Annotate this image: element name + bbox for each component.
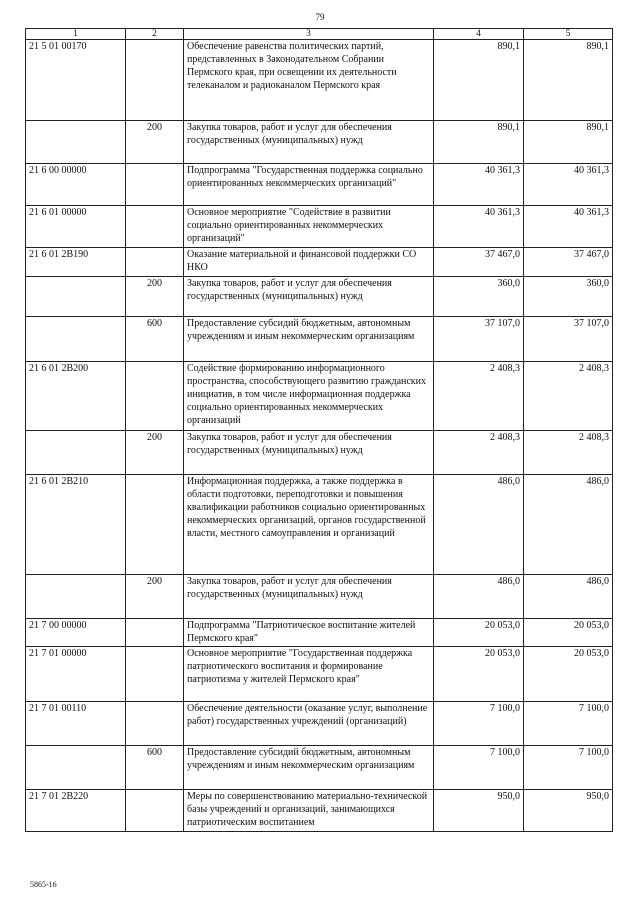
- table-row: [26, 475, 613, 575]
- row-amount-1: 40 361,3: [434, 206, 524, 248]
- table-row: [26, 206, 613, 248]
- row-amount-1: 7 100,0: [434, 702, 524, 746]
- header-col-2: 2: [126, 29, 184, 40]
- row-amount-1: 20 053,0: [434, 619, 524, 647]
- row-amount-1: 950,0: [434, 790, 524, 832]
- row-code: [26, 431, 126, 475]
- table-row: [26, 619, 613, 647]
- row-expense-type: 600: [126, 317, 184, 362]
- row-amount-1: 37 107,0: [434, 317, 524, 362]
- table-header-row: [26, 29, 613, 40]
- row-description: Закупка товаров, работ и услуг для обеспечения государственных (муниципальных) нужд: [184, 277, 434, 317]
- row-code: [26, 277, 126, 317]
- row-expense-type: 200: [126, 431, 184, 475]
- row-amount-2: 890,1: [524, 121, 613, 164]
- row-description: Закупка товаров, работ и услуг для обеспечения государственных (муниципальных) нужд: [184, 431, 434, 475]
- row-amount-1: 40 361,3: [434, 164, 524, 206]
- row-expense-type: [126, 475, 184, 575]
- row-code: 21 5 01 00170: [26, 40, 126, 121]
- row-description: Информационная поддержка, а также поддержка в области подготовки, переподготовки и повышения квалификации работников социально ориентированных некоммерческих организаций, органов государственной власти, местного самоуправления и организаций: [184, 475, 434, 575]
- row-amount-1: 37 467,0: [434, 248, 524, 277]
- row-description: Оказание материальной и финансовой поддержки СО НКО: [184, 248, 434, 277]
- row-code: 21 7 01 00110: [26, 702, 126, 746]
- table-row: [26, 362, 613, 431]
- row-expense-type: 600: [126, 746, 184, 790]
- row-amount-1: 360,0: [434, 277, 524, 317]
- row-amount-2: 37 107,0: [524, 317, 613, 362]
- row-amount-2: 486,0: [524, 575, 613, 619]
- row-code: 21 7 01 00000: [26, 647, 126, 702]
- header-col-1: 1: [26, 29, 126, 40]
- row-amount-2: 20 053,0: [524, 619, 613, 647]
- table-row: [26, 121, 613, 164]
- row-expense-type: [126, 647, 184, 702]
- budget-table: [25, 28, 613, 832]
- row-amount-2: 7 100,0: [524, 746, 613, 790]
- table-row: [26, 575, 613, 619]
- table-row: [26, 40, 613, 121]
- row-expense-type: [126, 164, 184, 206]
- table-row: [26, 647, 613, 702]
- table-row: [26, 317, 613, 362]
- table-row: [26, 164, 613, 206]
- row-description: Содействие формированию информационного пространства, способствующего развитию гражданских инициатив, в том числе информационная поддержка социально ориентированных некоммерческих организаций: [184, 362, 434, 431]
- row-amount-1: 7 100,0: [434, 746, 524, 790]
- table-row: [26, 248, 613, 277]
- row-amount-1: 2 408,3: [434, 362, 524, 431]
- row-description: Предоставление субсидий бюджетным, автономным учреждениям и иным некоммерческим организациям: [184, 746, 434, 790]
- row-description: Обеспечение деятельности (оказание услуг, выполнение работ) государственных учреждений (организаций): [184, 702, 434, 746]
- row-description: Основное мероприятие "Содействие в развитии социально ориентированных некоммерческих организаций": [184, 206, 434, 248]
- row-expense-type: 200: [126, 121, 184, 164]
- row-expense-type: [126, 40, 184, 121]
- row-code: [26, 317, 126, 362]
- header-col-5: 5: [524, 29, 613, 40]
- row-amount-2: 40 361,3: [524, 206, 613, 248]
- row-amount-1: 486,0: [434, 475, 524, 575]
- header-col-3: 3: [184, 29, 434, 40]
- header-col-4: 4: [434, 29, 524, 40]
- row-amount-2: 2 408,3: [524, 431, 613, 475]
- row-amount-1: 2 408,3: [434, 431, 524, 475]
- row-amount-1: 486,0: [434, 575, 524, 619]
- row-description: Основное мероприятие "Государственная поддержка патриотического воспитания и формирование патриотизма у жителей Пермского края": [184, 647, 434, 702]
- row-amount-1: 890,1: [434, 40, 524, 121]
- row-expense-type: [126, 206, 184, 248]
- row-amount-2: 37 467,0: [524, 248, 613, 277]
- row-amount-2: 40 361,3: [524, 164, 613, 206]
- row-code: [26, 746, 126, 790]
- row-amount-2: 360,0: [524, 277, 613, 317]
- row-expense-type: 200: [126, 575, 184, 619]
- table-row: [26, 431, 613, 475]
- row-amount-2: 7 100,0: [524, 702, 613, 746]
- row-code: 21 6 01 2В210: [26, 475, 126, 575]
- row-amount-2: 950,0: [524, 790, 613, 832]
- row-description: Предоставление субсидий бюджетным, автономным учреждениям и иным некоммерческим организациям: [184, 317, 434, 362]
- row-amount-1: 20 053,0: [434, 647, 524, 702]
- row-amount-2: 20 053,0: [524, 647, 613, 702]
- row-code: 21 6 00 00000: [26, 164, 126, 206]
- page-number: 79: [315, 12, 325, 22]
- row-code: 21 7 00 00000: [26, 619, 126, 647]
- table-row: [26, 702, 613, 746]
- document-id: 5865-16: [30, 880, 57, 889]
- row-description: Подпрограмма "Государственная поддержка социально ориентированных некоммерческих организаций": [184, 164, 434, 206]
- row-expense-type: [126, 362, 184, 431]
- table-row: [26, 277, 613, 317]
- row-amount-1: 890,1: [434, 121, 524, 164]
- row-description: Подпрограмма "Патриотическое воспитание жителей Пермского края": [184, 619, 434, 647]
- row-code: 21 6 01 00000: [26, 206, 126, 248]
- row-description: Закупка товаров, работ и услуг для обеспечения государственных (муниципальных) нужд: [184, 575, 434, 619]
- row-expense-type: [126, 619, 184, 647]
- row-code: 21 6 01 2В190: [26, 248, 126, 277]
- row-code: [26, 575, 126, 619]
- row-expense-type: [126, 702, 184, 746]
- table-row: [26, 790, 613, 832]
- row-expense-type: 200: [126, 277, 184, 317]
- row-description: Меры по совершенствованию материально-технической базы учреждений и организаций, занимающихся патриотическим воспитанием: [184, 790, 434, 832]
- row-expense-type: [126, 248, 184, 277]
- table-row: [26, 746, 613, 790]
- row-amount-2: 486,0: [524, 475, 613, 575]
- row-description: Обеспечение равенства политических партий, представленных в Законодательном Собрании Пермского края, при освещении их деятельности телеканалом и радиоканалом Пермского края: [184, 40, 434, 121]
- row-amount-2: 890,1: [524, 40, 613, 121]
- row-expense-type: [126, 790, 184, 832]
- row-amount-2: 2 408,3: [524, 362, 613, 431]
- row-description: Закупка товаров, работ и услуг для обеспечения государственных (муниципальных) нужд: [184, 121, 434, 164]
- row-code: [26, 121, 126, 164]
- row-code: 21 6 01 2В200: [26, 362, 126, 431]
- row-code: 21 7 01 2В220: [26, 790, 126, 832]
